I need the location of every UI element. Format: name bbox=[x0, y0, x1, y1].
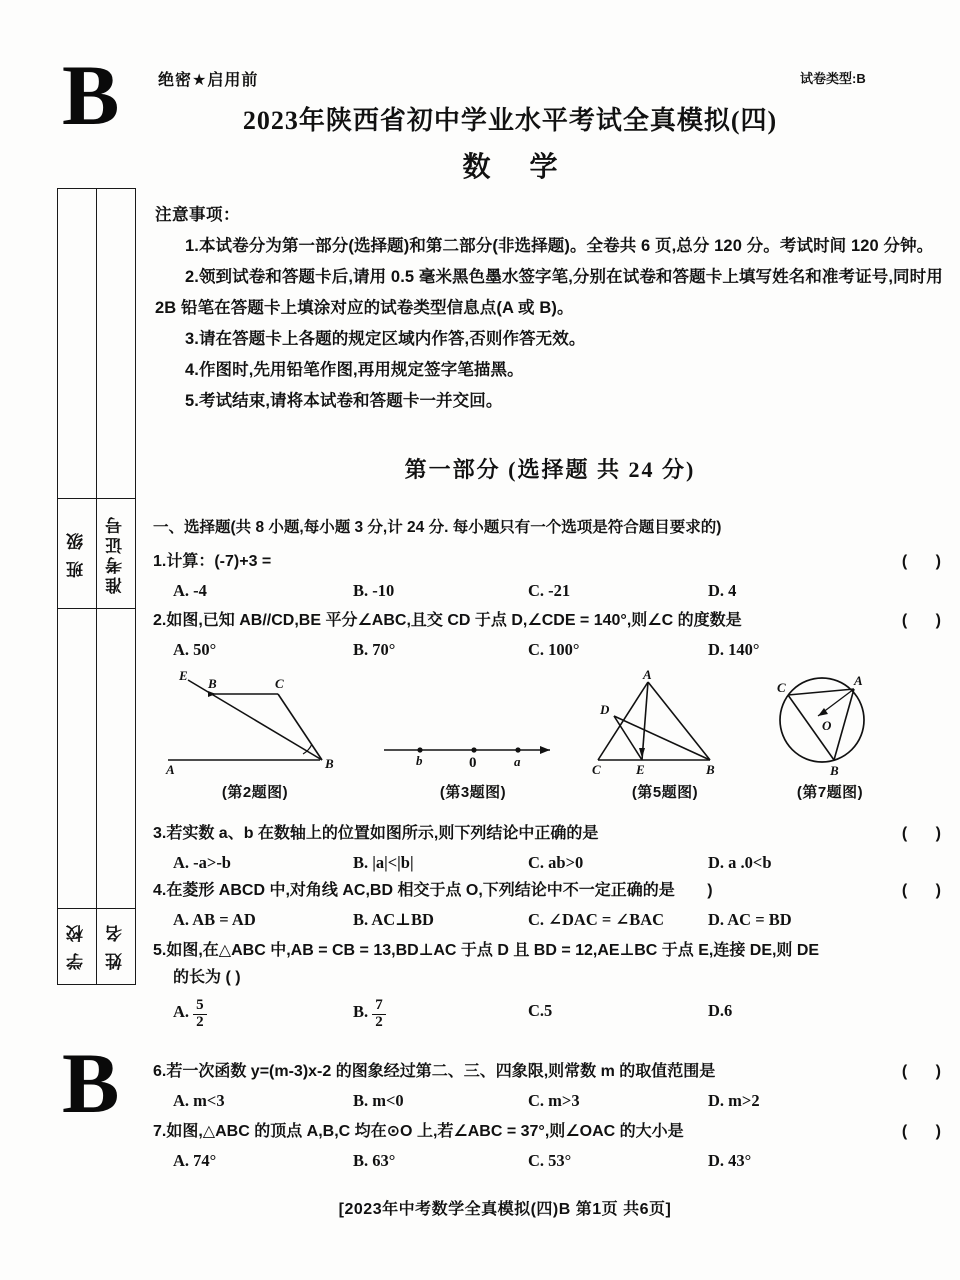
question-1-option-a[interactable]: A. -4 bbox=[173, 581, 207, 600]
question-6 bbox=[153, 1058, 953, 1114]
figure-question-2 bbox=[160, 668, 350, 802]
figures-row bbox=[150, 668, 950, 808]
question-6-option-d[interactable]: D. m>2 bbox=[708, 1091, 760, 1110]
notice-item-5: 5.考试结束,请将本试卷和答题卡一并交回。 bbox=[185, 392, 503, 410]
question-7-option-a[interactable]: A. 74° bbox=[173, 1151, 217, 1170]
figure-question-5 bbox=[580, 668, 750, 802]
question-3-option-a[interactable]: A. -a>-b bbox=[173, 853, 231, 872]
class-input-cell[interactable] bbox=[58, 189, 96, 499]
figure-question-3 bbox=[378, 668, 568, 802]
question-7-text: 7.如图,△ABC 的顶点 A,B,C 均在⊙O 上,若∠ABC = 37°,则∠OAC 的大小是 bbox=[153, 1123, 684, 1140]
figure-2-drawing bbox=[160, 668, 350, 780]
question-7 bbox=[153, 1118, 953, 1174]
question-5-option-a-fraction bbox=[193, 998, 207, 1031]
figure-5-drawing bbox=[580, 668, 750, 780]
question-6-answer-paren[interactable]: ( ) bbox=[901, 1063, 953, 1080]
notice-block bbox=[155, 200, 945, 417]
question-1-option-b[interactable]: B. -10 bbox=[353, 581, 395, 600]
question-4-answer-paren[interactable]: ( ) bbox=[901, 882, 953, 899]
svg-text:A: A bbox=[643, 668, 652, 682]
question-1-option-c[interactable]: C. -21 bbox=[528, 581, 571, 600]
exam-number-label: 准考证号 bbox=[106, 513, 126, 594]
paper-type-label: 试卷类型:B bbox=[800, 71, 866, 86]
school-input-cell[interactable] bbox=[58, 609, 96, 909]
question-5-option-a-numerator: 5 bbox=[196, 997, 204, 1013]
student-info-table bbox=[57, 188, 136, 985]
figure-2-caption: (第2题图) bbox=[221, 784, 289, 801]
figure-question-7 bbox=[750, 668, 910, 802]
svg-text:C: C bbox=[777, 680, 786, 695]
svg-text:B: B bbox=[325, 756, 334, 771]
question-6-option-b[interactable]: B. m<0 bbox=[353, 1091, 404, 1110]
svg-text:C: C bbox=[275, 676, 284, 691]
svg-text:0: 0 bbox=[469, 755, 477, 771]
question-4-option-a[interactable]: A. AB = AD bbox=[173, 910, 256, 929]
question-1-text: 1.计算：(-7)+3 = bbox=[153, 553, 272, 570]
svg-text:E: E bbox=[179, 668, 188, 683]
notice-item-2: 2.领到试卷和答题卡后,请用 0.5 毫米黑色墨水签字笔,分别在试卷和答题卡上填写姓名和准考证号,同时用 2B 铅笔在答题卡上填涂对应的试卷类型信息点(A 或 B)。 bbox=[155, 268, 943, 317]
part-one-heading: 第一部分 (选择题 共 24 分) bbox=[404, 457, 696, 482]
question-1 bbox=[153, 548, 953, 604]
question-2-option-d[interactable]: D. 140° bbox=[708, 640, 760, 659]
page-title: 2023年陕西省初中学业水平考试全真模拟(四) bbox=[242, 106, 778, 135]
question-6-stem bbox=[153, 1058, 953, 1085]
question-6-text: 6.若一次函数 y=(m-3)x-2 的图象经过第二、三、四象限,则常数 m 的取值范围是 bbox=[153, 1063, 716, 1080]
info-column-left bbox=[58, 189, 97, 984]
question-5-option-b[interactable] bbox=[353, 997, 528, 1030]
question-2-answer-paren[interactable]: ( ) bbox=[901, 612, 953, 629]
question-3-options bbox=[153, 849, 953, 876]
question-7-option-c[interactable]: C. 53° bbox=[528, 1151, 572, 1170]
question-5-option-b-numerator: 7 bbox=[375, 997, 383, 1013]
name-label: 姓 名 bbox=[106, 922, 126, 970]
figure-3-drawing bbox=[378, 668, 568, 780]
question-5-option-b-label: B. bbox=[353, 1002, 369, 1022]
question-2-option-c[interactable]: C. 100° bbox=[528, 640, 580, 659]
class-label-cell bbox=[58, 499, 96, 609]
question-7-answer-paren[interactable]: ( ) bbox=[901, 1123, 953, 1140]
class-label: 班 级 bbox=[67, 529, 87, 578]
svg-text:C: C bbox=[592, 762, 601, 777]
svg-text:A: A bbox=[166, 762, 175, 777]
figure-5-caption: (第5题图) bbox=[631, 784, 699, 801]
question-3-answer-paren[interactable]: ( ) bbox=[901, 825, 953, 842]
notice-title: 注意事项： bbox=[155, 206, 240, 224]
question-4-option-d[interactable]: D. AC = BD bbox=[708, 910, 792, 929]
exam-number-input-cell[interactable] bbox=[97, 189, 136, 499]
question-3 bbox=[153, 820, 953, 876]
question-1-options bbox=[153, 577, 953, 604]
question-4-option-b[interactable]: B. AC⊥BD bbox=[353, 910, 434, 929]
name-input-cell[interactable] bbox=[97, 609, 136, 909]
figure-7-drawing bbox=[750, 668, 910, 780]
page-footer: [2023年中考数学全真模拟(四)B 第1页 共6页] bbox=[338, 1201, 672, 1218]
question-5-option-b-denominator: 2 bbox=[372, 1014, 386, 1031]
question-5-text: 5.如图,在△ABC 中,AB = CB = 13,BD⊥AC 于点 D 且 BD = 12,AE⊥BC 于点 E,连接 DE,则 DE bbox=[153, 942, 820, 959]
question-7-stem bbox=[153, 1118, 953, 1145]
question-3-option-b[interactable]: B. |a|<|b| bbox=[353, 853, 414, 872]
question-5-option-a-label: A. bbox=[173, 1002, 190, 1022]
question-5-option-c[interactable]: C.5 bbox=[528, 1001, 553, 1020]
notice-item-4: 4.作图时,先用铅笔作图,再用规定签字笔描黑。 bbox=[185, 361, 524, 379]
question-1-answer-paren[interactable]: ( ) bbox=[901, 553, 953, 570]
question-7-option-b[interactable]: B. 63° bbox=[353, 1151, 396, 1170]
question-3-text: 3.若实数 a、b 在数轴上的位置如图所示,则下列结论中正确的是 bbox=[153, 825, 599, 842]
question-5-option-d[interactable]: D.6 bbox=[708, 1001, 733, 1020]
question-2-stem bbox=[153, 607, 953, 634]
question-5-option-a[interactable] bbox=[173, 997, 353, 1030]
question-6-options bbox=[153, 1087, 953, 1114]
question-7-options bbox=[153, 1147, 953, 1174]
svg-text:b: b bbox=[416, 753, 423, 768]
figure-3-caption: (第3题图) bbox=[439, 784, 507, 801]
question-2-option-a[interactable]: A. 50° bbox=[173, 640, 217, 659]
school-label: 学 校 bbox=[67, 922, 87, 970]
svg-text:A: A bbox=[854, 673, 863, 688]
svg-text:a: a bbox=[514, 754, 521, 769]
school-label-cell bbox=[58, 909, 96, 983]
secret-notice: 绝密★启用前 bbox=[158, 72, 259, 89]
svg-text:B: B bbox=[208, 676, 217, 691]
question-2-option-b[interactable]: B. 70° bbox=[353, 640, 396, 659]
question-7-option-d[interactable]: D. 43° bbox=[708, 1151, 752, 1170]
name-label-cell bbox=[97, 909, 136, 983]
info-column-right bbox=[97, 189, 136, 984]
question-5-option-a-denominator: 2 bbox=[193, 1014, 207, 1031]
question-5 bbox=[153, 937, 953, 1030]
svg-text:D: D bbox=[600, 702, 610, 717]
question-5-option-b-fraction bbox=[372, 998, 386, 1031]
question-4-stray-paren: ) bbox=[707, 882, 713, 899]
question-6-option-a[interactable]: A. m<3 bbox=[173, 1091, 225, 1110]
paper-type-mark-top: B bbox=[62, 47, 120, 143]
question-5-answer-paren[interactable]: ( ) bbox=[225, 969, 241, 986]
svg-text:E: E bbox=[636, 762, 645, 777]
question-5-stem bbox=[153, 937, 953, 964]
question-2-options bbox=[153, 636, 953, 663]
exam-number-label-cell bbox=[97, 499, 136, 609]
question-4 bbox=[153, 877, 953, 933]
question-3-stem bbox=[153, 820, 953, 847]
question-4-options bbox=[153, 906, 953, 933]
section-one-intro: 一、选择题(共 8 小题,每小题 3 分,计 24 分. 每小题只有一个选项是符合题目要求的) bbox=[153, 519, 722, 536]
question-2 bbox=[153, 607, 953, 663]
question-1-stem bbox=[153, 548, 953, 575]
question-3-option-d[interactable]: D. a .0<b bbox=[708, 853, 772, 872]
question-5-text-line2: 的长为 bbox=[173, 969, 222, 986]
question-4-stem bbox=[153, 877, 953, 904]
svg-text:O: O bbox=[822, 718, 832, 733]
question-6-option-c[interactable]: C. m>3 bbox=[528, 1091, 580, 1110]
question-4-text: 4.在菱形 ABCD 中,对角线 AC,BD 相交于点 O,下列结论中不一定正确的是 bbox=[153, 882, 675, 899]
svg-text:B: B bbox=[830, 763, 839, 778]
question-4-option-c[interactable]: C. ∠DAC = ∠BAC bbox=[528, 910, 665, 929]
subject-title: 数 学 bbox=[462, 152, 574, 183]
question-5-options bbox=[153, 997, 953, 1030]
notice-item-3: 3.请在答题卡上各题的规定区域内作答,否则作答无效。 bbox=[185, 330, 586, 348]
question-2-text: 2.如图,已知 AB//CD,BE 平分∠ABC,且交 CD 于点 D,∠CDE = 140°,则∠C 的度数是 bbox=[153, 612, 742, 629]
notice-item-1: 1.本试卷分为第一部分(选择题)和第二部分(非选择题)。全卷共 6 页,总分 120 分。考试时间 120 分钟。 bbox=[185, 237, 934, 255]
svg-text:B: B bbox=[706, 762, 715, 777]
figure-7-caption: (第7题图) bbox=[796, 784, 864, 801]
question-1-option-d[interactable]: D. 4 bbox=[708, 581, 737, 600]
question-5-stem-line2 bbox=[153, 964, 953, 991]
question-3-option-c[interactable]: C. ab>0 bbox=[528, 853, 584, 872]
paper-type-mark-bottom: B bbox=[62, 1035, 120, 1131]
